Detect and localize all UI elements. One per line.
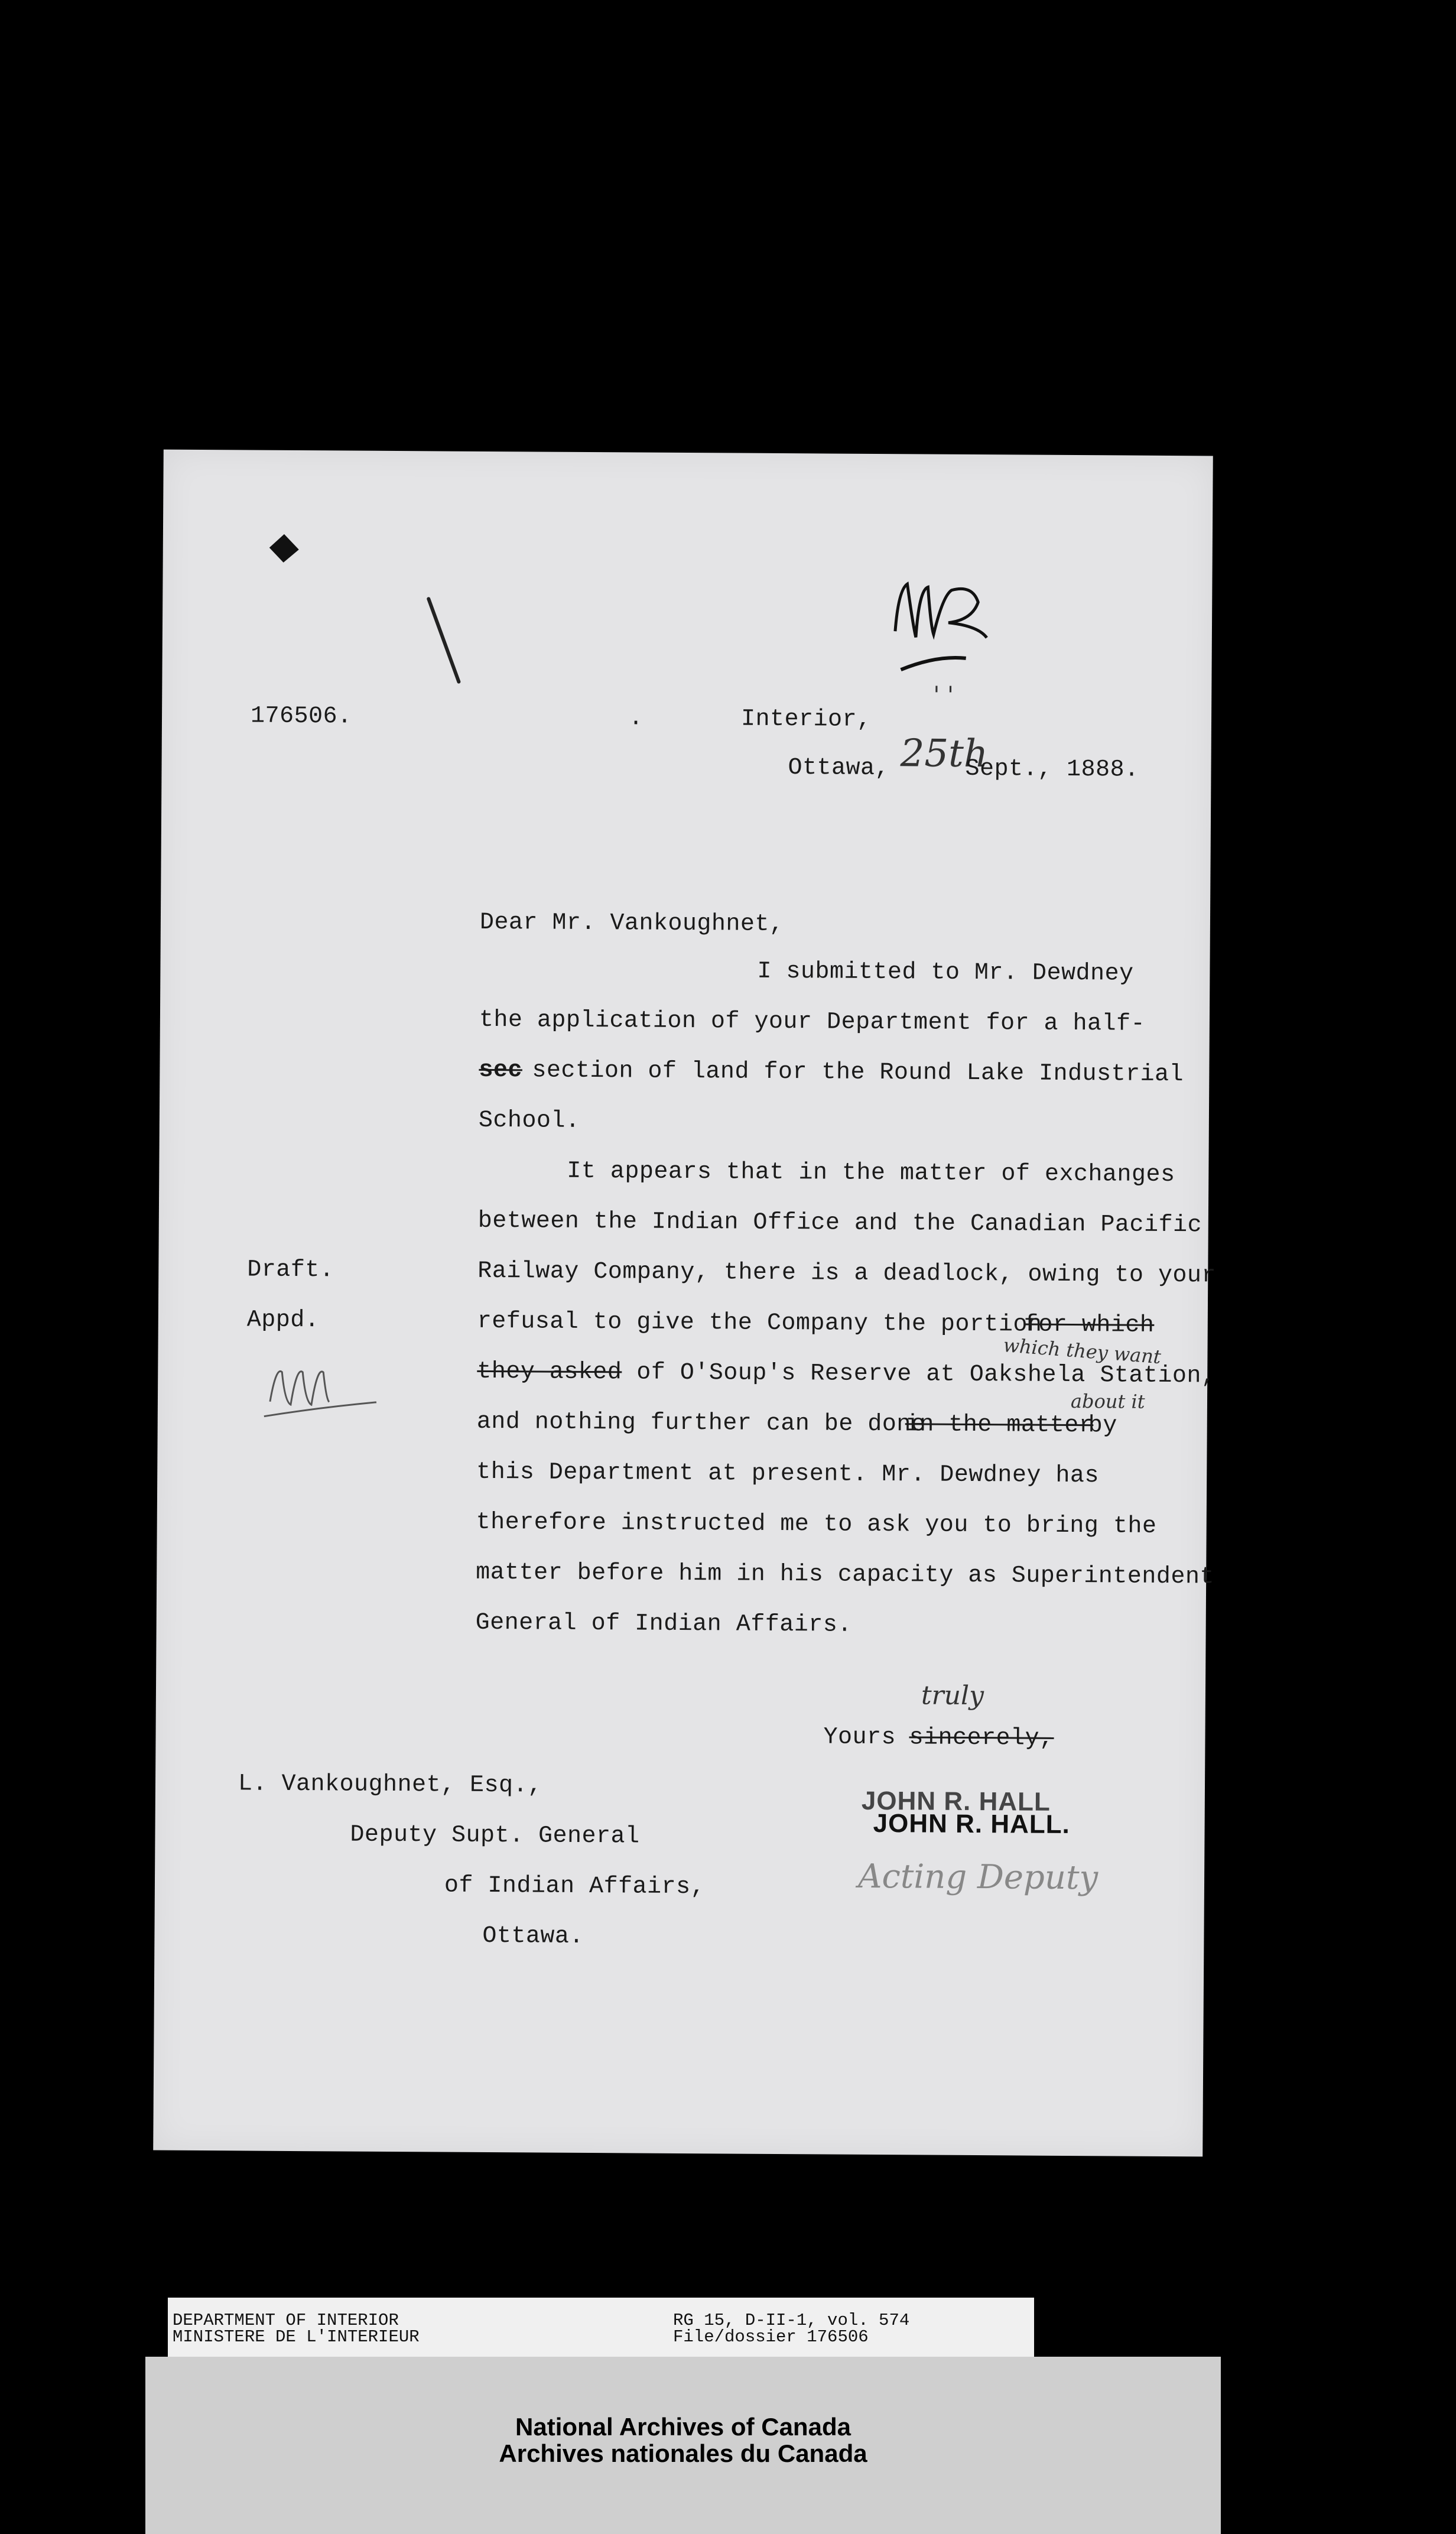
para2-line: this Department at present. Mr. Dewdney has — [476, 1458, 1100, 1490]
corner-mark-icon — [264, 527, 305, 568]
para1-line: School. — [478, 1107, 580, 1135]
para1-line: the application of your Department for a half- — [479, 1006, 1146, 1038]
para2-line: of O'Soup's Reserve at Oakshela Station, — [636, 1359, 1216, 1390]
para2-line: and nothing further can be done — [476, 1408, 926, 1438]
initials-mark — [258, 1349, 389, 1426]
margin-note-appd: Appd. — [246, 1307, 320, 1334]
signature-stamp-faded: JOHN R. HALL — [861, 1786, 1051, 1817]
salutation: Dear Mr. Vankoughnet, — [479, 909, 784, 938]
margin-note-draft: Draft. — [247, 1256, 334, 1284]
para2-line: matter before him in his capacity as Superintendent — [476, 1559, 1215, 1591]
struck-text: in the matter — [905, 1411, 1094, 1440]
struck-text: sincerely, — [909, 1724, 1054, 1752]
para2-line: between the Indian Office and the Canadian Pacific — [477, 1207, 1202, 1239]
para1-line: I submitted to Mr. Dewdney — [757, 958, 1134, 987]
para2-line: therefore instructed me to ask you to bring the — [476, 1509, 1157, 1540]
para1-line: section of land for the Round Lake Industrial — [532, 1057, 1184, 1089]
letter-page — [153, 450, 1217, 2157]
signature-title: Acting Deputy — [857, 1857, 1098, 1898]
para2-line: by — [1088, 1412, 1117, 1440]
place-line: Interior, — [740, 706, 872, 733]
para2-line: General of Indian Affairs. — [475, 1609, 852, 1639]
addressee-line: L. Vankoughnet, Esq., — [238, 1770, 542, 1799]
archive-footer — [145, 2357, 1221, 2534]
addressee-line: of Indian Affairs, — [444, 1872, 706, 1901]
date-line: Sept., 1888. — [965, 755, 1139, 784]
record-group: RG 15, D-II-1, vol. 574 — [673, 2311, 910, 2330]
date-day: 25th — [900, 732, 989, 777]
closing: Yours — [823, 1724, 896, 1752]
archive-name-fr: Archives nationales du Canada — [499, 2439, 867, 2467]
city-line: Ottawa, — [788, 755, 890, 782]
file-dossier: File/dossier 176506 — [673, 2327, 869, 2347]
pencil-stroke-mark — [422, 593, 470, 693]
archive-name-en: National Archives of Canada — [515, 2413, 851, 2441]
struck-text: for which — [1023, 1311, 1155, 1339]
handwritten-insertion: which they want — [1002, 1334, 1162, 1369]
department-fr: MINISTERE DE L'INTERIEUR — [173, 2327, 420, 2347]
handwritten-insertion: about it — [1070, 1390, 1145, 1413]
struck-text: sec — [479, 1057, 523, 1084]
struck-text: they asked — [477, 1358, 622, 1386]
handwritten-insertion: truly — [921, 1680, 984, 1711]
handwritten-initials-mark — [883, 566, 1019, 685]
para2-line: refusal to give the Company the portion — [477, 1308, 1042, 1339]
addressee-line: Deputy Supt. General — [350, 1821, 640, 1850]
department-en: DEPARTMENT OF INTERIOR — [173, 2311, 399, 2330]
separator-dot: . — [628, 705, 644, 732]
para2-line: It appears that in the matter of exchanges — [567, 1158, 1175, 1189]
handwritten-ditto: ' ' — [933, 681, 954, 709]
addressee-line: Ottawa. — [482, 1922, 584, 1950]
para2-line: Railway Company, there is a deadlock, owing to your — [477, 1258, 1217, 1289]
signature-stamp: JOHN R. HALL. — [873, 1808, 1071, 1840]
file-number: 176506. — [250, 703, 352, 730]
